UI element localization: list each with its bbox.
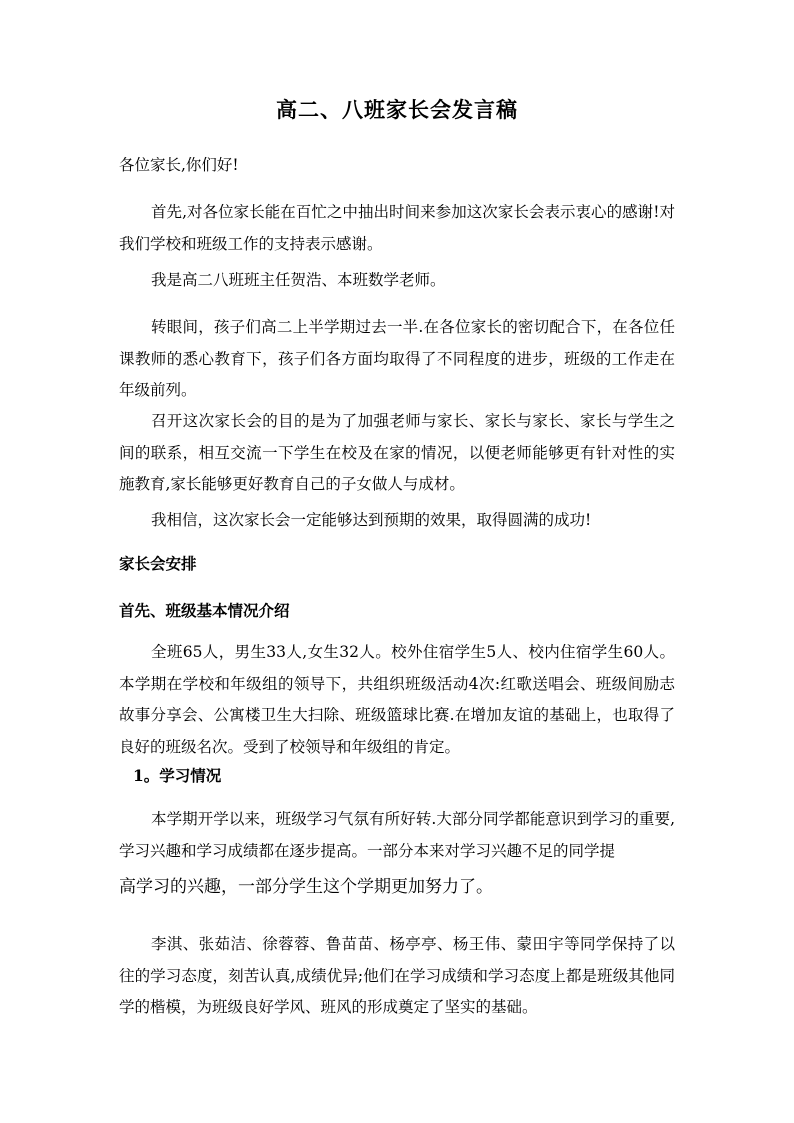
study-heading: 1。学习情况 — [133, 766, 222, 785]
paragraph-thanks: 首先,对各位家长能在百忙之中抽出时间来参加这次家长会表示衷心的感谢!对我们学校和班级工作的支持表示感谢。 — [119, 203, 675, 253]
paragraph-study-situation: 本学期开学以来，班级学习气氛有所好转.大部分同学都能意识到学习的重要,学习兴趣和学习成绩都在逐步提高。一部分本来对学习兴趣不足的同学提 — [119, 810, 675, 860]
subsection-heading: 首先、班级基本情况介绍 — [119, 601, 290, 620]
paragraph-study-situation-continued: 高学习的兴趣，一部分学生这个学期更加努力了。 — [119, 877, 493, 897]
document-title: 高二、八班家长会发言稿 — [276, 97, 518, 122]
paragraph-progress: 转眼间，孩子们高二上半学期过去一半.在各位家长的密切配合下，在各位任课教师的悉心教育下，孩子们各方面均取得了不同程度的进步，班级的工作走在年级前列。 — [119, 318, 675, 399]
paragraph-confidence: 我相信，这次家长会一定能够达到预期的效果，取得圆满的成功! — [151, 511, 592, 529]
paragraph-top-students: 李淇、张茹洁、徐蓉蓉、鲁苗苗、杨亭亭、杨王伟、蒙田宇等同学保持了以往的学习态度，刻苦认真,成绩优异;他们在学习成绩和学习态度上都是班级其他同学的楷模，为班级良好学风、班风的形成奠定了坚实的基础。 — [119, 935, 675, 1016]
greeting: 各位家长,你们好! — [119, 156, 239, 174]
paragraph-purpose: 召开这次家长会的目的是为了加强老师与家长、家长与家长、家长与学生之间的联系，相互交流一下学生在校及在家的情况，以便老师能够更有针对性的实施教育,家长能够更好教育自己的子女做人与成材。 — [119, 412, 675, 493]
paragraph-class-info: 全班65人，男生33人,女生32人。校外住宿学生5人、校内住宿学生60人。本学期在学校和年级组的领导下，共组织班级活动4次:红歌送唱会、班级间励志故事分享会、公寓楼卫生大扫除、班级篮球比赛.在增加友谊的基础上，也取得了良好的班级名次。受到了校领导和年级组的肯定。 — [119, 643, 675, 756]
paragraph-introduction: 我是高二八班班主任贺浩、本班数学老师。 — [151, 271, 446, 289]
section-heading: 家长会安排 — [119, 554, 197, 573]
